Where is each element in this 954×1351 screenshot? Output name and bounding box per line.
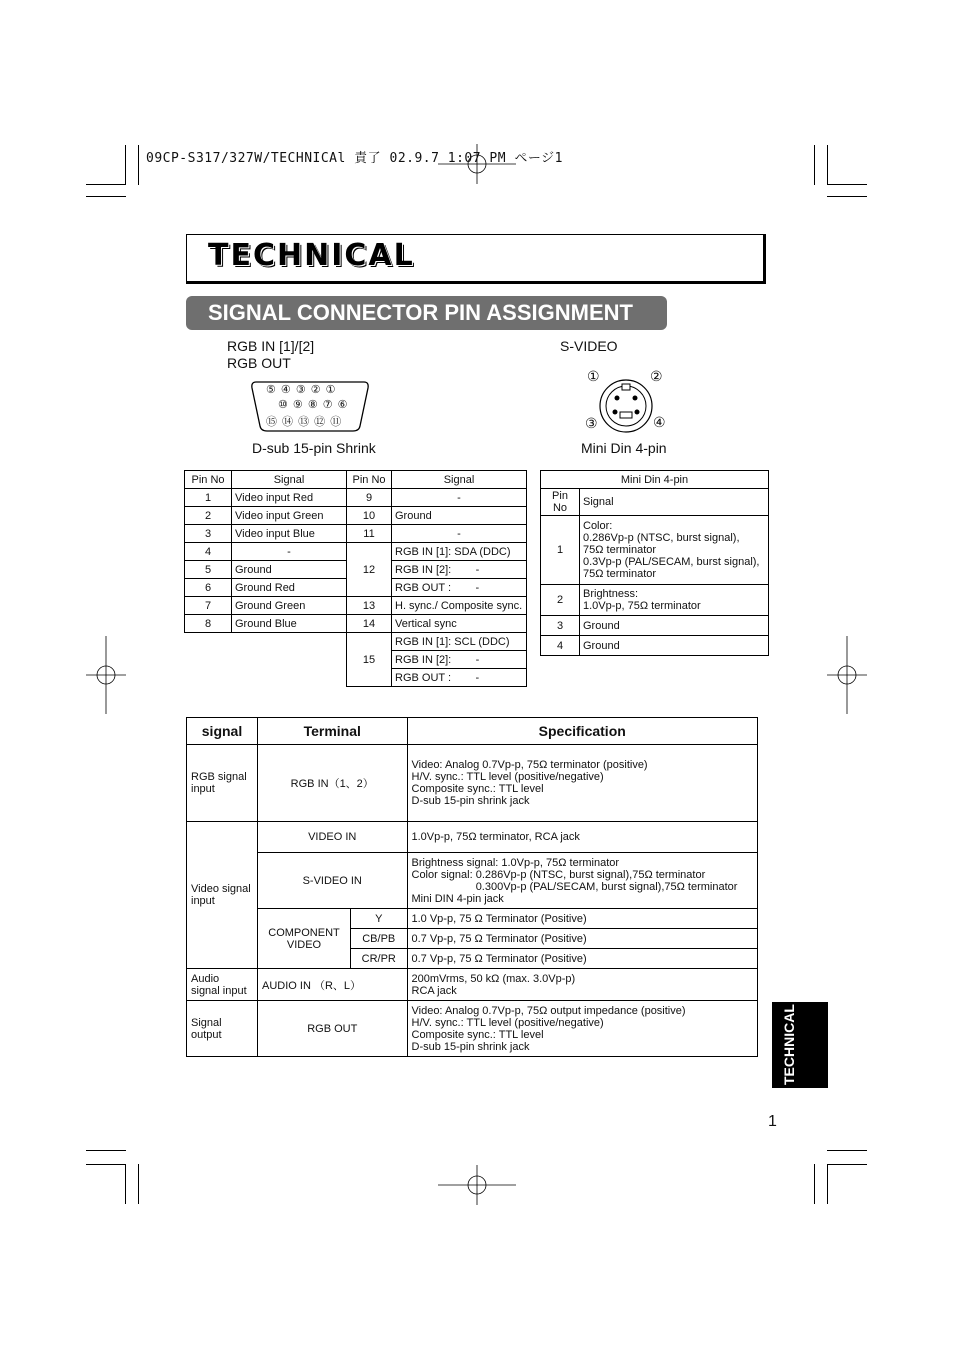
crop-mark — [125, 145, 126, 185]
table-row — [541, 516, 769, 585]
table-row — [541, 616, 769, 636]
pin-number: 11 — [347, 525, 392, 543]
din-pin-label: ① — [587, 368, 600, 384]
spec-cell: 1.0 Vp-p, 75 Ω Terminator (Positive) — [407, 909, 758, 929]
col-header: signal — [187, 718, 258, 745]
din-pin-label: ③ — [585, 415, 598, 431]
pin-signal: Vertical sync — [392, 615, 527, 633]
dsub-pins-row1: ⑤ ④ ③ ② ① — [266, 384, 337, 396]
table-row — [187, 822, 758, 853]
pin-number: 5 — [185, 561, 232, 579]
crop-mark — [827, 1164, 828, 1204]
crop-mark — [138, 145, 139, 185]
pin-signal: Brightness: 1.0Vp-p, 75Ω terminator — [580, 585, 769, 616]
table-row — [541, 636, 769, 656]
crop-mark — [86, 1150, 126, 1151]
pin-number: 9 — [347, 489, 392, 507]
side-tab-label: TECHNICAL — [781, 1004, 797, 1086]
col-header: Pin No — [541, 489, 580, 516]
mini-din-pin-table — [540, 470, 769, 656]
pin-signal: Ground — [580, 616, 769, 636]
table-row — [541, 585, 769, 616]
crop-mark — [86, 196, 126, 197]
terminal-cell: S-VIDEO IN — [258, 853, 408, 909]
table-row — [185, 615, 527, 633]
crop-mark — [125, 1164, 126, 1204]
terminal-sub-cell: Y — [351, 909, 408, 929]
pin-signal: H. sync./ Composite sync. — [392, 597, 527, 615]
din-pin-label: ④ — [653, 414, 666, 430]
crop-mark — [138, 1164, 139, 1204]
mini-din-caption: Mini Din 4-pin — [581, 440, 667, 456]
crop-mark — [827, 145, 828, 185]
crop-mark — [814, 1164, 815, 1204]
terminal-cell: RGB IN（1、2） — [258, 745, 408, 822]
mini-din-connector-icon — [598, 378, 654, 434]
dsub-pins-row3: ⑮ ⑭ ⑬ ⑫ ⑪ — [266, 416, 343, 428]
pin-number: 2 — [185, 507, 232, 525]
table-header-row — [185, 471, 527, 489]
col-header: Signal — [232, 471, 347, 489]
dsub-pins-row2: ⑩ ⑨ ⑧ ⑦ ⑥ — [278, 399, 349, 411]
signal-cell: RGB signal input — [187, 745, 258, 822]
rgb-out-label: RGB OUT — [227, 355, 291, 371]
table-row — [185, 525, 527, 543]
pin-signal: Ground — [580, 636, 769, 656]
signal-cell: Video signal input — [187, 822, 258, 969]
table-row — [185, 633, 527, 651]
pin-number: 13 — [347, 597, 392, 615]
col-header: Terminal — [258, 718, 408, 745]
pin-number: 15 — [347, 633, 392, 687]
table-row — [187, 745, 758, 822]
terminal-cell: RGB OUT — [258, 1001, 408, 1057]
pin-number: 8 — [185, 615, 232, 633]
table-row — [187, 969, 758, 1001]
pin-signal: RGB OUT : - — [392, 669, 527, 687]
col-header: Pin No — [185, 471, 232, 489]
pin-number: 2 — [541, 585, 580, 616]
pin-signal: RGB OUT : - — [392, 579, 527, 597]
spec-cell: 0.7 Vp-p, 75 Ω Terminator (Positive) — [407, 949, 758, 969]
table-title: Mini Din 4-pin — [541, 471, 769, 489]
pin-number: 1 — [185, 489, 232, 507]
col-header: Signal — [392, 471, 527, 489]
terminal-sub-cell: CR/PR — [351, 949, 408, 969]
pin-signal: Video input Green — [232, 507, 347, 525]
spec-cell: Video: Analog 0.7Vp-p, 75Ω output impedance (positive) H/V. sync.: TTL level (positive/negative) Composite sync.: TTL level D-sub 15-pin shrink jack — [407, 1001, 758, 1057]
col-header: Specification — [407, 718, 758, 745]
pin-number: 1 — [541, 516, 580, 585]
pin-signal: - — [232, 543, 347, 561]
section-title: SIGNAL CONNECTOR PIN ASSIGNMENT — [208, 300, 633, 325]
table-row — [185, 543, 527, 561]
pin-signal: Ground — [232, 561, 347, 579]
pin-number: 10 — [347, 507, 392, 525]
table-header-row — [187, 718, 758, 745]
signal-cell: Audio signal input — [187, 969, 258, 1001]
col-header: Signal — [580, 489, 769, 516]
table-row — [185, 507, 527, 525]
terminal-sub-cell: CB/PB — [351, 929, 408, 949]
pin-number: 3 — [185, 525, 232, 543]
pin-number: 4 — [185, 543, 232, 561]
crop-mark — [86, 184, 126, 185]
pin-signal: RGB IN [2]: - — [392, 651, 527, 669]
spec-cell: 200mVrms, 50 kΩ (max. 3.0Vp-p) RCA jack — [407, 969, 758, 1001]
dsub-caption: D-sub 15-pin Shrink — [252, 440, 376, 456]
table-row — [187, 1001, 758, 1057]
pin-signal: - — [392, 525, 527, 543]
pin-signal: Ground Green — [232, 597, 347, 615]
registration-mark — [86, 636, 126, 714]
crop-mark — [827, 1150, 867, 1151]
crop-mark — [827, 184, 867, 185]
svideo-label: S-VIDEO — [560, 338, 618, 354]
registration-mark — [438, 1165, 516, 1205]
page-number: 1 — [768, 1113, 777, 1130]
pin-number: 12 — [347, 543, 392, 597]
pin-signal: Color: 0.286Vp-p (NTSC, burst signal), 75Ω terminator 0.3Vp-p (PAL/SECAM, burst signal), 75Ω terminator — [580, 516, 769, 585]
table-row — [187, 853, 758, 909]
table-row — [185, 597, 527, 615]
terminal-cell: VIDEO IN — [258, 822, 408, 853]
spec-cell: 0.7 Vp-p, 75 Ω Terminator (Positive) — [407, 929, 758, 949]
page-title: TECHNICAL — [208, 238, 415, 273]
col-header: Pin No — [347, 471, 392, 489]
pin-number: 3 — [541, 616, 580, 636]
spec-cell: Video: Analog 0.7Vp-p, 75Ω terminator (positive) H/V. sync.: TTL level (positive/negative) Composite sync.: TTL level D-sub 15-pin shrink jack — [407, 745, 758, 822]
signal-cell: Signal output — [187, 1001, 258, 1057]
pin-signal: RGB IN [1]: SDA (DDC) — [392, 543, 527, 561]
pin-signal: RGB IN [2]: - — [392, 561, 527, 579]
pin-number: 6 — [185, 579, 232, 597]
pin-signal: Ground Blue — [232, 615, 347, 633]
crop-mark — [814, 145, 815, 185]
terminal-cell: COMPONENT VIDEO — [258, 909, 351, 969]
empty-cell — [185, 633, 347, 687]
rgb-in-label: RGB IN [1]/[2] — [227, 338, 315, 354]
pin-signal: Video input Red — [232, 489, 347, 507]
dsub-pin-table — [184, 470, 527, 687]
pin-signal: RGB IN [1]: SCL (DDC) — [392, 633, 527, 651]
pin-signal: Video input Blue — [232, 525, 347, 543]
pin-number: 4 — [541, 636, 580, 656]
spec-cell: Brightness signal: 1.0Vp-p, 75Ω terminator Color signal: 0.286Vp-p (NTSC, burst signal),75Ω terminator 0.300Vp-p (PAL/SECAM, burst signal),75Ω terminator Mini DIN 4-pin jack — [407, 853, 758, 909]
crop-mark — [86, 1164, 126, 1165]
pin-signal: Ground Red — [232, 579, 347, 597]
crop-mark — [827, 1164, 867, 1165]
din-pin-label: ② — [650, 368, 663, 384]
registration-mark — [827, 636, 867, 714]
crop-mark — [827, 196, 867, 197]
table-row — [187, 909, 758, 929]
spec-cell: 1.0Vp-p, 75Ω terminator, RCA jack — [407, 822, 758, 853]
specification-table — [186, 717, 758, 1057]
terminal-cell: AUDIO IN （R、L） — [258, 969, 408, 1001]
print-header: 09CP-S317/327W/TECHNICAl 責了 02.9.7 1:07 PM ページ1 — [146, 151, 563, 166]
table-row — [185, 489, 527, 507]
pin-signal: Ground — [392, 507, 527, 525]
pin-signal: - — [392, 489, 527, 507]
pin-number: 7 — [185, 597, 232, 615]
pin-number: 14 — [347, 615, 392, 633]
